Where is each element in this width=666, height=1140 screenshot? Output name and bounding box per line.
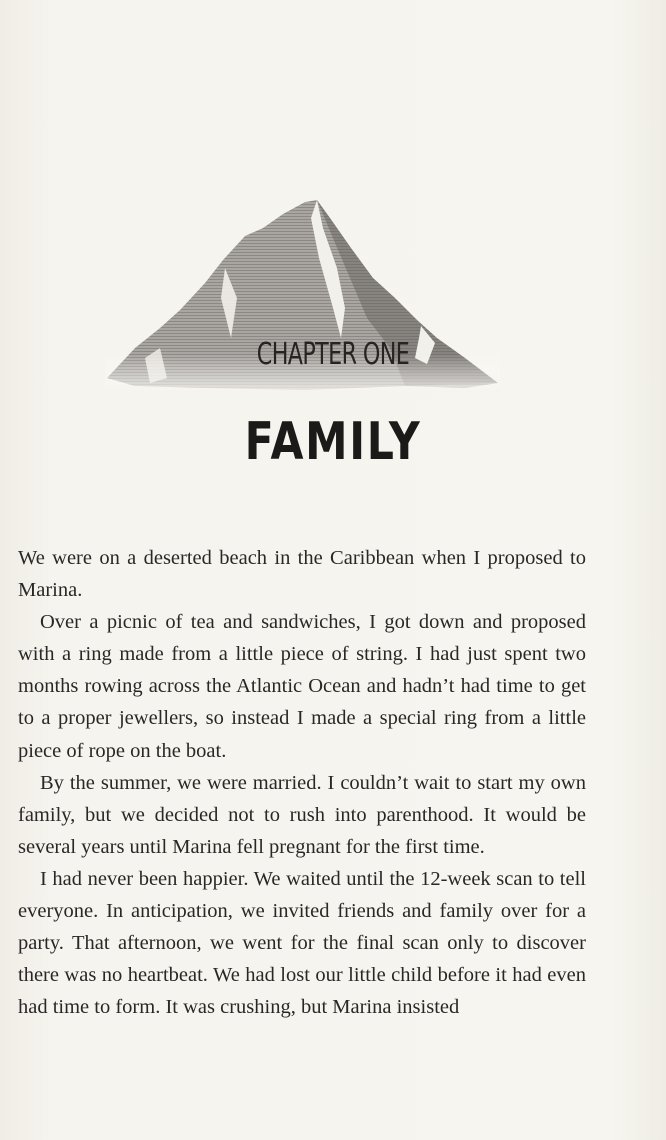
paragraph: Over a picnic of tea and sandwiches, I got down and proposed with a ring made from a little piece of string. I had just spent two months rowing across the Atlantic Ocean and hadn’t had time to get to a proper jewellers, so instead I made a special ring from a little piece of rope on the boat. (18, 611, 586, 762)
chapter-label: CHAPTER ONE (256, 337, 410, 372)
paragraph: I had never been happier. We waited until the 12-week scan to tell everyone. In anticipation, we invited friends and family over for a party. That afternoon, we went for the final scan only to discover there was no heartbeat. We had lost our little child before it had even had time to form. It was crushing, but Marina insisted (18, 867, 586, 1019)
chapter-title: FAMILY (244, 412, 422, 472)
chapter-body (18, 542, 586, 1023)
paragraph: By the summer, we were married. I couldn’t wait to start my own family, but we decided not to rush into parenthood. It would be several years until Marina fell pregnant for the first time. (18, 771, 586, 858)
paragraph: We were on a deserted beach in the Caribbean when I proposed to Marina. (18, 547, 586, 602)
